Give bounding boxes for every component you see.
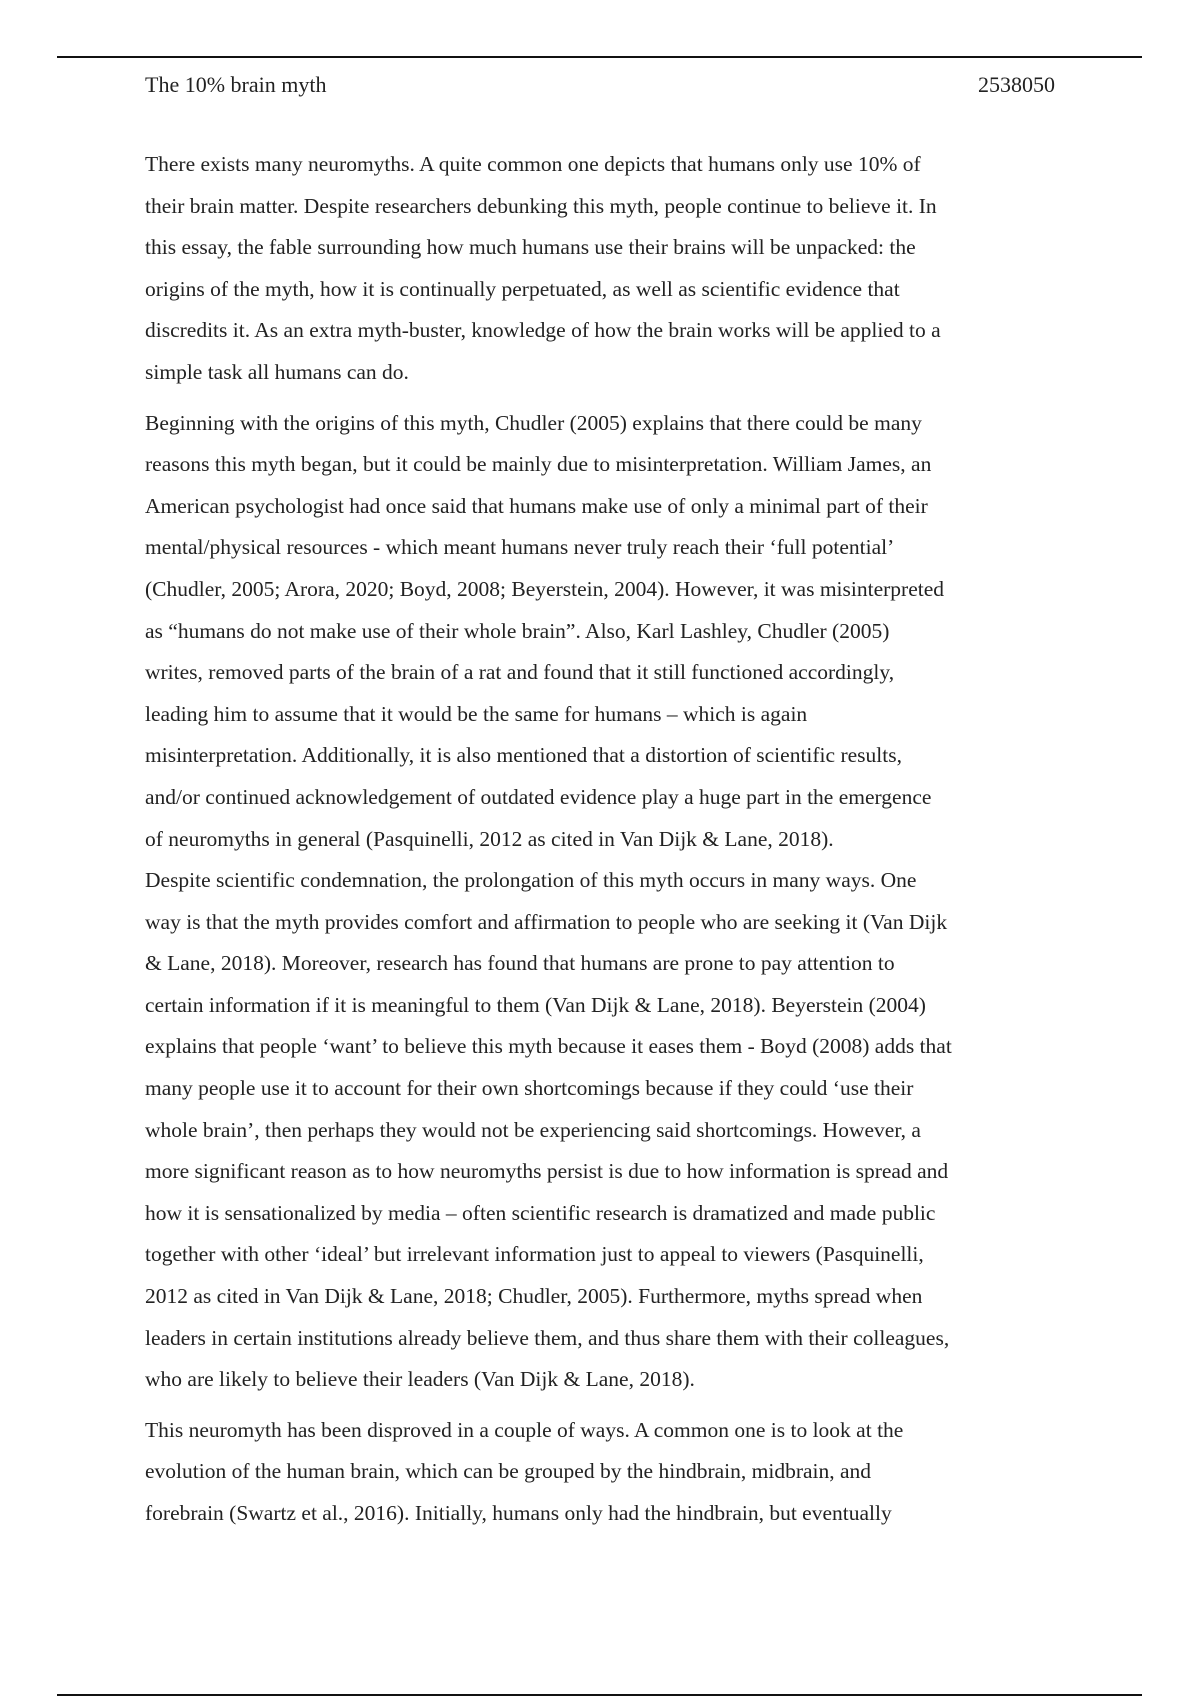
paragraph-intro: There exists many neuromyths. A quite common one depicts that humans only use 10% of their brain matter. Despite researchers debunking this myth, people continue to believe it. In this essay, the fable surrounding how much humans use their brains will be unpacked: the origins of the myth, how it is continually perpetuated, as well as scientific evidence that discredits it. As an extra myth-buster, knowledge of how the brain works will be applied to a simple task all humans can do. <box>145 152 941 384</box>
paragraph-evidence: This neuromyth has been disproved in a couple of ways. A common one is to look at the evolution of the human brain, which can be grouped by the hindbrain, midbrain, and forebrain (Swartz et al., 2016). Initially, humans only had the hindbrain, but eventually <box>145 1417 904 1525</box>
page-header <box>145 70 1055 100</box>
header-rule <box>57 56 1142 58</box>
paragraph-perpetuation: Despite scientific condemnation, the prolongation of this myth occurs in many ways. One way is that the myth provides comfort and affirmation to people who are seeking it (Van Dijk & Lane, 2018). Moreover, research has found that humans are prone to pay attention to certain information if it is meaningful to them (Van Dijk & Lane, 2018). Beyerstein (2004) explains that people ‘want’ to believe this myth because it eases them - Boyd (2008) adds that many people use it to account for their own shortcomings because if they could ‘use their whole brain’, then perhaps they would not be experiencing said shortcomings. However, a more significant reason as to how neuromyths persist is due to how information is spread and how it is sensationalized by media – often scientific research is dramatized and made public together with other ‘ideal’ but irrelevant information just to appeal to viewers (Pasquinelli, 2012 as cited in Van Dijk & Lane, 2018; Chudler, 2005). Furthermore, myths spread when leaders in certain institutions already believe them, and thus share them with their colleagues, who are likely to believe their leaders (Van Dijk & Lane, 2018). <box>145 868 952 1392</box>
essay-body <box>145 144 1063 1535</box>
student-id: 2538050 <box>978 72 1055 97</box>
paragraph-origins: Beginning with the origins of this myth, Chudler (2005) explains that there could be many reasons this myth began, but it could be mainly due to misinterpretation. William James, an American psychologist had once said that humans make use of only a minimal part of their mental/physical resources - which meant humans never truly reach their ‘full potential’ (Chudler, 2005; Arora, 2020; Boyd, 2008; Beyerstein, 2004). However, it was misinterpreted as “humans do not make use of their whole brain”. Also, Karl Lashley, Chudler (2005) writes, removed parts of the brain of a rat and found that it still functioned accordingly, leading him to assume that it would be the same for humans – which is again misinterpretation. Additionally, it is also mentioned that a distortion of scientific results, and/or continued acknowledgement of outdated evidence play a huge part in the emergence of neuromyths in general (Pasquinelli, 2012 as cited in Van Dijk & Lane, 2018). <box>145 410 945 851</box>
footer-rule <box>57 1694 1142 1696</box>
document-title: The 10% brain myth <box>145 72 327 97</box>
